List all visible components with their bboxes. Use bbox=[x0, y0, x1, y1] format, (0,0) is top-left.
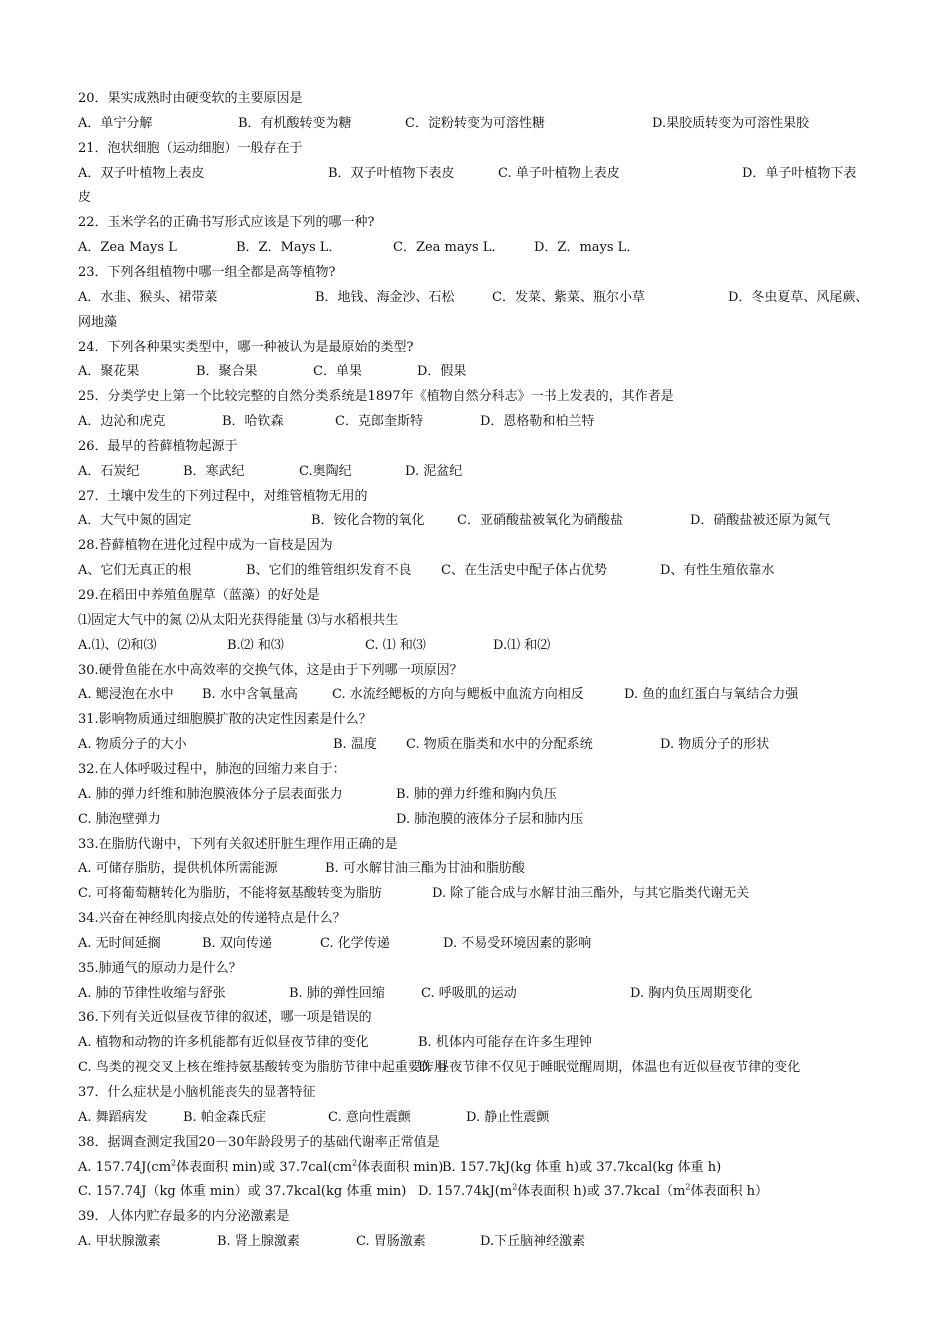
option-c: C. 物质在脂类和水中的分配系统 bbox=[406, 737, 593, 753]
option-d: D．冬虫夏草、风尾蕨、 bbox=[728, 289, 869, 305]
option-d: D. 肺泡膜的液体分子层和肺内压 bbox=[396, 811, 584, 827]
question-stem: 33.在脂肪代谢中，下列有关叙述肝脏生理作用正确的是 bbox=[78, 836, 398, 852]
question-stem: 20．果实成熟时由硬变软的主要原因是 bbox=[78, 91, 303, 106]
question-stem: 36.下列有关近似昼夜节律的叙述，哪一项是错误的 bbox=[78, 1010, 372, 1026]
option-d: D.果胶质转变为可溶性果胶 bbox=[652, 115, 810, 131]
question-32-options-2 bbox=[0, 809, 950, 831]
question-29-options bbox=[0, 635, 950, 657]
option-b: B、它们的维管组织发育不良 bbox=[246, 563, 412, 579]
option-c: C．亚硝酸盐被氧化为硝酸盐 bbox=[457, 513, 623, 529]
question-37-options bbox=[0, 1107, 950, 1129]
option-b: B. 肺的弹性回缩 bbox=[289, 985, 385, 1001]
question-23-options bbox=[0, 287, 950, 309]
question-36-options-1 bbox=[0, 1032, 950, 1054]
option-c: C．Zea mays L． bbox=[393, 240, 505, 256]
option-a: A. 物质分子的大小 bbox=[78, 737, 187, 753]
question-29 bbox=[0, 585, 950, 607]
question-21-options bbox=[0, 163, 950, 185]
option-c: C. 意向性震颤 bbox=[328, 1109, 411, 1125]
question-21-wrap bbox=[0, 187, 950, 209]
option-b: B．有机酸转变为糖 bbox=[238, 115, 352, 131]
option-b: B. 肾上腺激素 bbox=[217, 1234, 300, 1250]
question-31-options bbox=[0, 734, 950, 756]
option-a: A.⑴、⑵和⑶ bbox=[78, 637, 157, 653]
question-26 bbox=[0, 436, 950, 458]
question-stem: 30.硬骨鱼能在水中高效率的交换气体，这是由于下列哪一项原因？ bbox=[78, 662, 463, 678]
question-38-options-2 bbox=[0, 1181, 950, 1203]
option-b: B. 帕金森氏症 bbox=[183, 1109, 266, 1125]
option-a: A. 甲状腺激素 bbox=[78, 1234, 161, 1250]
option-a: A. 鳃浸泡在水中 bbox=[78, 687, 174, 703]
option-d: D.下丘脑神经激素 bbox=[480, 1234, 586, 1250]
option-b: B. 157.7kJ(kg 体重 h)或 37.7kcal(kg 体重 h) bbox=[442, 1159, 722, 1175]
option-a: A．边沁和虎克 bbox=[78, 414, 166, 430]
option-d: D. 胸内负压周期变化 bbox=[630, 985, 753, 1001]
question-stem: 25．分类学史上第一个比较完整的自然分类系统是1897年《植物自然分科志》一书上发表的，其作者是 bbox=[78, 389, 674, 405]
option-a: A．Zea Mays L bbox=[78, 240, 177, 256]
question-stem: 37．什么症状是小脑机能丧失的显著特征 bbox=[78, 1085, 316, 1100]
option-a: A．单宁分解 bbox=[78, 115, 153, 131]
option-d: D. 鱼的血红蛋白与氧结合力强 bbox=[624, 687, 799, 703]
question-stem: 26．最早的苔藓植物起源于 bbox=[78, 438, 238, 454]
option-a: A．大气中氮的固定 bbox=[78, 513, 192, 529]
option-b: B．寒武纪 bbox=[183, 463, 245, 479]
option-b: B．哈钦森 bbox=[222, 414, 284, 430]
option-c: C、在生活史中配子体占优势 bbox=[441, 563, 607, 579]
option-c: C．克郎奎斯特 bbox=[335, 414, 423, 430]
question-stem: 39．人体内贮存最多的内分泌激素是 bbox=[78, 1209, 290, 1225]
option-d: D．Z．mays L． bbox=[534, 240, 640, 256]
option-a: A. $157.74J(cm^2$体表面积 min)或 $37.7cal(cm^2$体表面积 min) bbox=[78, 1158, 444, 1175]
option-c: C. 肺泡壁弹力 bbox=[78, 811, 161, 827]
question-stem: 27．土壤中发生的下列过程中，对维管植物无用的 bbox=[78, 488, 368, 504]
option-wrap: 皮 bbox=[78, 190, 92, 206]
option-c: C．单果 bbox=[313, 364, 362, 380]
question-22-options bbox=[0, 237, 950, 259]
option-b: B．Z．Mays L． bbox=[236, 240, 342, 256]
question-36-options-2 bbox=[0, 1057, 950, 1079]
question-statements: ⑴固定大气中的氮 ⑵从太阳光获得能量 ⑶与水稻根共生 bbox=[78, 612, 399, 628]
question-stem: 24．下列各种果实类型中，哪一种被认为是最原始的类型? bbox=[78, 339, 414, 355]
question-33-options-2 bbox=[0, 883, 950, 905]
question-25-options bbox=[0, 411, 950, 433]
option-d: D. 不易受环境因素的影响 bbox=[443, 935, 592, 951]
option-a: A. 植物和动物的许多机能都有近似昼夜节律的变化 bbox=[78, 1035, 369, 1051]
question-38-options-1 bbox=[0, 1157, 950, 1179]
question-stem: 22．玉米学名的正确书写形式应该是下列的哪一种? bbox=[78, 215, 375, 231]
question-29-statements bbox=[0, 610, 950, 632]
option-a: A. 肺的节律性收缩与舒张 bbox=[78, 985, 226, 1001]
question-stem: 35.肺通气的原动力是什么？ bbox=[78, 960, 242, 976]
question-23-wrap bbox=[0, 312, 950, 334]
question-stem: 23．下列各组植物中哪一组全都是高等植物? bbox=[78, 264, 336, 280]
question-stem: 28.苔藓植物在进化过程中成为一盲枝是因为 bbox=[78, 538, 333, 554]
question-33-options-1 bbox=[0, 858, 950, 880]
question-39-options bbox=[0, 1231, 950, 1253]
option-d: D. $157.74kJ(m^2$体表面积 h)或 $37.7kcal(m^2$体表面积 h） bbox=[418, 1183, 768, 1200]
option-a: A. 可储存脂肪，提供机体所需能源 bbox=[78, 861, 278, 877]
option-b: B. 肺的弹力纤维和胸内负压 bbox=[396, 786, 557, 802]
option-d: D. 除了能合成与水解甘油三酯外，与其它脂类代谢无关 bbox=[432, 886, 750, 902]
option-b: B．聚合果 bbox=[196, 364, 258, 380]
question-39 bbox=[0, 1206, 950, 1228]
question-30-options bbox=[0, 684, 950, 706]
question-stem: 31.影响物质通过细胞膜扩散的决定性因素是什么？ bbox=[78, 712, 372, 728]
option-b: B.⑵ 和⑶ bbox=[227, 637, 284, 653]
question-20-options bbox=[0, 113, 950, 135]
option-b: B. 机体内可能存在许多生理钟 bbox=[418, 1035, 592, 1051]
option-a: A. 舞蹈病发 bbox=[78, 1109, 148, 1125]
question-27 bbox=[0, 486, 950, 508]
option-c: C. 胃肠激素 bbox=[356, 1234, 426, 1250]
question-24-options bbox=[0, 361, 950, 383]
option-a: A、它们无真正的根 bbox=[78, 563, 192, 579]
option-c: C. 呼吸肌的运动 bbox=[421, 985, 517, 1001]
question-35 bbox=[0, 958, 950, 980]
option-c: C. 单子叶植物上表皮 bbox=[498, 165, 620, 181]
question-21 bbox=[0, 138, 950, 160]
question-25 bbox=[0, 386, 950, 408]
question-stem: 32.在人体呼吸过程中，肺泡的回缩力来自于： bbox=[78, 761, 346, 777]
question-33 bbox=[0, 834, 950, 856]
option-c: C．淀粉转变为可溶性糖 bbox=[405, 115, 545, 131]
question-27-options bbox=[0, 510, 950, 532]
question-30 bbox=[0, 660, 950, 682]
option-wrap: 网地藻 bbox=[78, 314, 118, 330]
question-stem: 38．据调查测定我国20－30年龄段男子的基础代谢率正常值是 bbox=[78, 1134, 440, 1150]
option-c: C.奥陶纪 bbox=[299, 463, 352, 479]
option-d: D.⑴ 和⑵ bbox=[493, 637, 551, 653]
question-26-options bbox=[0, 461, 950, 483]
option-b: B．地钱、海金沙、石松 bbox=[315, 289, 455, 305]
option-d: D．假果 bbox=[417, 364, 467, 380]
option-c: C. 可将葡萄糖转化为脂肪，不能将氨基酸转变为脂肪 bbox=[78, 886, 382, 902]
question-34 bbox=[0, 908, 950, 930]
question-24 bbox=[0, 337, 950, 359]
question-32-options-1 bbox=[0, 784, 950, 806]
option-a: A．聚花果 bbox=[78, 364, 140, 380]
question-36 bbox=[0, 1007, 950, 1029]
option-b: B. 水中含氧量高 bbox=[202, 687, 298, 703]
option-c: C. 化学传递 bbox=[320, 935, 390, 951]
option-b: B. 双向传递 bbox=[202, 935, 272, 951]
option-b: B. 温度 bbox=[333, 737, 377, 753]
option-c: C. ⑴ 和⑶ bbox=[365, 637, 426, 653]
question-32 bbox=[0, 759, 950, 781]
option-d: D. 静止性震颤 bbox=[466, 1109, 550, 1125]
option-d: D．硝酸盐被还原为氮气 bbox=[690, 513, 831, 529]
question-stem: 34.兴奋在神经肌肉接点处的传递特点是什么？ bbox=[78, 911, 346, 927]
question-28-options bbox=[0, 560, 950, 582]
question-38 bbox=[0, 1132, 950, 1154]
option-b: B．铵化合物的氧化 bbox=[311, 513, 425, 529]
option-d: D. 昼夜节律不仅见于睡眠觉醒周期，体温也有近似昼夜节律的变化 bbox=[418, 1060, 801, 1076]
question-35-options bbox=[0, 983, 950, 1005]
option-c: C. 鸟类的视交叉上核在维持氨基酸转变为脂肪节律中起重要作用 bbox=[78, 1060, 447, 1076]
option-b: B. 可水解甘油三酯为甘油和脂肪酸 bbox=[325, 861, 525, 877]
option-d: D. 物质分子的形状 bbox=[660, 737, 770, 753]
question-34-options bbox=[0, 933, 950, 955]
option-d: D. 泥盆纪 bbox=[405, 463, 463, 479]
question-23 bbox=[0, 262, 950, 284]
option-d: D．单子叶植物下表 bbox=[742, 165, 857, 181]
question-stem: 29.在稻田中养殖鱼腥草（蓝藻）的好处是 bbox=[78, 588, 320, 603]
option-d: D．恩格勒和柏兰特 bbox=[480, 414, 595, 430]
option-a: A．水韭、猴头、裙带菜 bbox=[78, 289, 218, 305]
option-c: C. 157.74J（kg 体重 min）或 37.7kcal(kg 体重 min) bbox=[78, 1184, 407, 1200]
question-stem: 21．泡状细胞（运动细胞）一般存在于 bbox=[78, 140, 303, 156]
question-31 bbox=[0, 709, 950, 731]
option-c: C. 水流经鳃板的方向与鳃板中血流方向相反 bbox=[332, 687, 584, 703]
option-a: A. 无时间延搁 bbox=[78, 935, 161, 951]
question-28 bbox=[0, 535, 950, 557]
question-20 bbox=[0, 88, 950, 110]
question-22 bbox=[0, 212, 950, 234]
option-c: C．发菜、紫菜、瓶尔小草 bbox=[492, 289, 645, 305]
option-a: A．石炭纪 bbox=[78, 463, 140, 479]
option-a: A．双子叶植物上表皮 bbox=[78, 165, 205, 181]
question-37 bbox=[0, 1082, 950, 1104]
option-d: D、有性生殖依靠水 bbox=[660, 563, 775, 579]
option-b: B．双子叶植物下表皮 bbox=[328, 165, 455, 181]
option-a: A. 肺的弹力纤维和肺泡膜液体分子层表面张力 bbox=[78, 786, 343, 802]
